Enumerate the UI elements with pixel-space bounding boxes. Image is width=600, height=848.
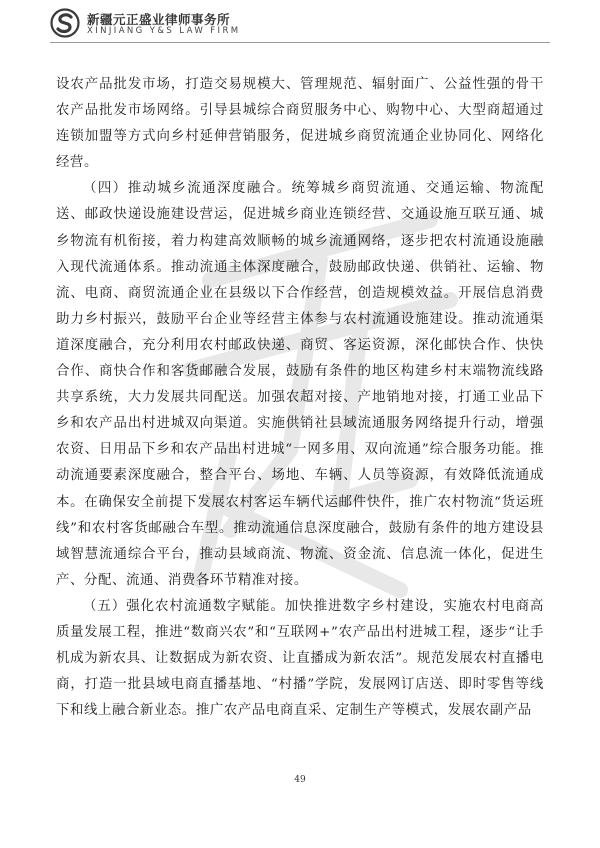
page-number: 49	[294, 775, 306, 785]
firm-name-chinese: 新疆元正盛业律师事务所	[87, 12, 231, 27]
paragraph-urban-rural-circulation: （四）推动城乡流通深度融合。统筹城乡商贸流通、交通运输、物流配送、邮政快递设施建设营运，促进城乡商业连锁经营、交通设施互联互通、城乡物流有机衔接，着力构建高效顺畅的城乡流通网络，逐步把农村流通设施融入现代流通体系。推动流通主体深度融合，鼓励邮政快递、供销社、运输、物流、电商、商贸流通企业在县级以下合作经营，创造规模效益。开展信息消费助力乡村振兴，鼓励平台企业等经营主体参与农村流通设施建设。推动流通渠道深度融合，充分利用农村邮政快递、商贸、客运资源，深化邮快合作、快快合作、商快合作和客货邮融合发展，鼓励有条件的地区构建乡村末端物流线路共享系统，大力发展共同配送。加强农超对接、产地销地对接，打通工业品下乡和农产品出村进城双向渠道。实施供销社县域流通服务网络提升行动，增强农资、日用品下乡和农产品出村进城“一网多用、双向流通”综合服务功能。推动流通要素深度融合，整合平台、场地、车辆、人员等资源，有效降低流通成本。在确保安全前提下发展农村客运车辆代运邮件快件，推广农村物流“货运班线”和农村客货邮融合车型。推动流通信息深度融合，鼓励有条件的地方建设县域智慧流通综合平台，推动县域商流、物流、资金流、信息流一体化，促进生产、分配、流通、消费各环节精准对接。	[56, 181, 544, 588]
document-body	[56, 72, 544, 724]
header-divider	[50, 42, 550, 43]
firm-logo-icon	[50, 8, 80, 38]
paragraph-digital-empowerment: （五）强化农村流通数字赋能。加快推进数字乡村建设，实施农村电商高质量发展工程，推进“数商兴农”和“互联网+”农产品出村进城工程，逐步“让手机成为新农具、让数据成为新农资、让直播成为新农活”。规范发展农村直播电商，打造一批县域电商直播基地、“村播”学院，发展网订店送、即时零售等线下和线上融合新业态。推广农产品电商直采、定制生产等模式，发展农副产品	[56, 598, 544, 719]
firm-name-english: XINJIANG Y&S LAW FIRM	[87, 26, 241, 36]
page-header	[50, 8, 550, 40]
paragraph-market-network: 设农产品批发市场，打造交易规模大、管理规范、辐射面广、公益性强的骨干农产品批发市场网络。引导县城综合商贸服务中心、购物中心、大型商超通过连锁加盟等方式向乡村延伸营销服务，促进城乡商贸流通企业协同化、网络化经营。	[56, 77, 544, 171]
